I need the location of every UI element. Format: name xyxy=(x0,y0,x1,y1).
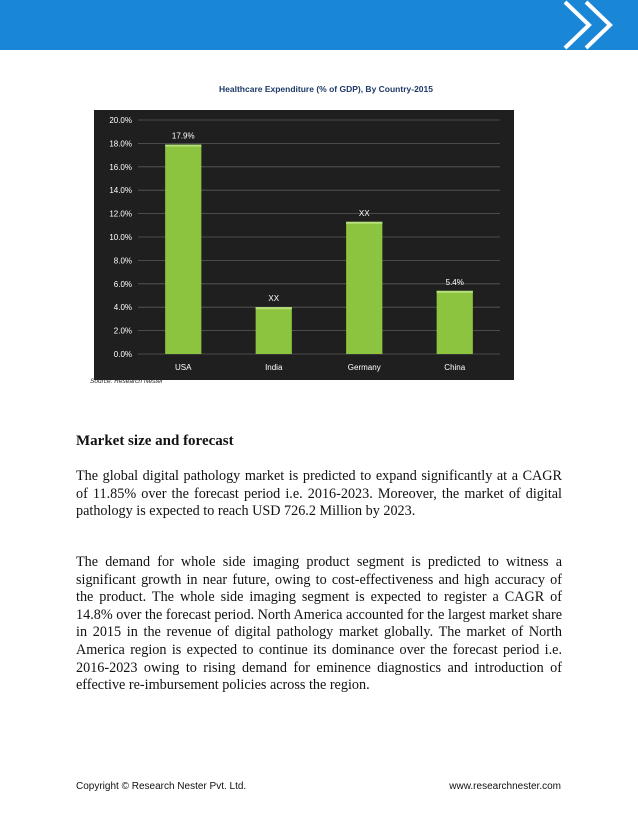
bar-china xyxy=(437,291,473,354)
website-link[interactable]: www.researchnester.com xyxy=(449,781,561,792)
bar-germany xyxy=(346,222,382,354)
chart-plot xyxy=(94,110,514,380)
y-tick-label: 8.0% xyxy=(113,256,132,266)
data-label: 17.9% xyxy=(171,131,195,141)
paragraph-market-size: The global digital pathology market is predicted to expand significantly at a CAGR of 11.85% over the forecast period i.e. 2016-2023. Moreover, the market of digital pathology is expected to reach USD 726.2 Million by 2023. xyxy=(76,468,562,520)
paragraph-segment-demand: The demand for whole side imaging product segment is predicted to witness a significant growth in near future, owing to cost-effectiveness and high accuracy of the product. The whole side imaging segment is expected to register a CAGR of 14.8% over the forecast period. North America accounted for the largest market share in 2015 in the revenue of digital pathology market globally. The market of North America region is expected to continue its dominance over the forecast period i.e. 2016-2023 owing to rising demand for eminence diagnostics and introduction of effective re-imbursement policies across the region. xyxy=(76,554,562,694)
bar-highlight xyxy=(346,222,382,224)
data-label: 5.4% xyxy=(445,277,464,287)
y-tick-label: 0.0% xyxy=(113,350,132,359)
y-tick-label: 16.0% xyxy=(109,162,132,172)
y-tick-label: 6.0% xyxy=(113,279,132,289)
data-label: XX xyxy=(358,208,370,218)
chart-source: Source: Research Nester xyxy=(90,378,163,385)
x-tick-label: Germany xyxy=(347,363,381,372)
x-tick-label: India xyxy=(265,363,283,372)
copyright-text: Copyright © Research Nester Pvt. Ltd. xyxy=(76,781,247,792)
healthcare-expenditure-chart xyxy=(84,78,568,440)
x-tick-label: USA xyxy=(175,363,192,372)
data-label: XX xyxy=(268,294,280,304)
bar-highlight xyxy=(165,145,201,147)
bar-highlight xyxy=(256,307,292,309)
x-tick-label: China xyxy=(444,363,466,372)
y-tick-label: 2.0% xyxy=(113,326,132,336)
header-background xyxy=(0,0,638,50)
y-tick-label: 20.0% xyxy=(109,116,132,125)
section-heading: Market size and forecast xyxy=(76,433,234,449)
y-tick-label: 12.0% xyxy=(109,209,132,219)
chart-title: Healthcare Expenditure (% of GDP), By Country-2015 xyxy=(219,84,433,94)
bar-highlight xyxy=(437,291,473,293)
header-bar-graphic xyxy=(0,0,638,50)
y-tick-label: 14.0% xyxy=(109,186,132,196)
y-tick-label: 10.0% xyxy=(109,233,132,242)
bar-india xyxy=(256,307,292,354)
bar-usa xyxy=(165,145,201,354)
header-bar xyxy=(0,0,638,50)
y-tick-label: 18.0% xyxy=(109,139,132,149)
y-tick-label: 4.0% xyxy=(113,303,132,313)
